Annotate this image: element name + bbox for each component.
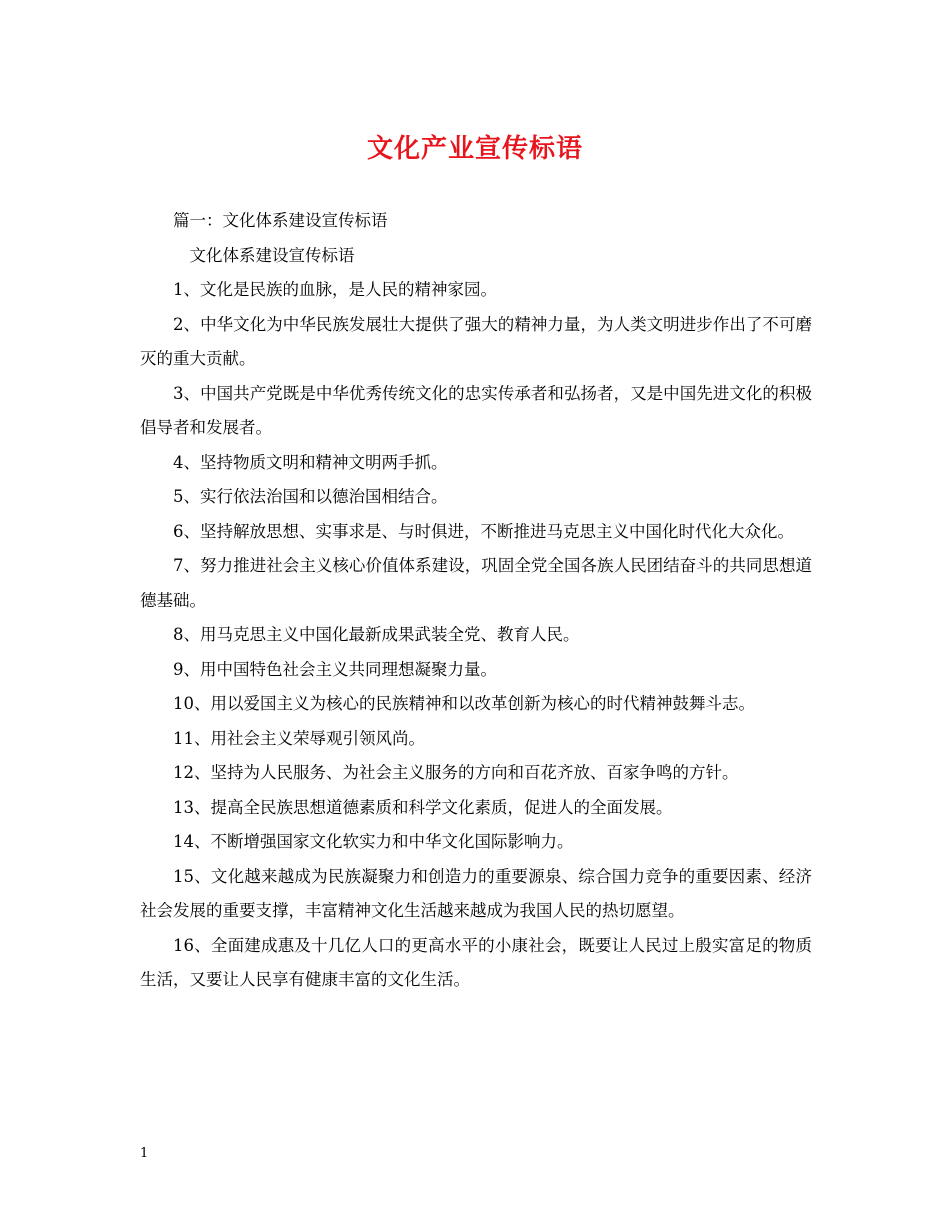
slogan-paragraph: 16、全面建成惠及十几亿人口的更高水平的小康社会，既要让人民过上殷实富足的物质生活，又要让人民享有健康丰富的文化生活。 <box>140 935 812 989</box>
document-title: 文化产业宣传标语 <box>366 134 583 164</box>
slogan-paragraph: 11、用社会主义荣辱观引领风尚。 <box>173 728 425 748</box>
slogan-paragraph: 8、用马克思主义中国化最新成果武装全党、教育人民。 <box>173 625 580 644</box>
slogan-paragraph: 4、坚持物质文明和精神文明两手抓。 <box>173 452 448 472</box>
page-number: 1 <box>140 1146 149 1161</box>
slogan-paragraph: 6、坚持解放思想、实事求是、与时俱进，不断推进马克思主义中国化时代化大众化。 <box>173 521 794 541</box>
slogan-paragraph: 2、中华文化为中华民族发展壮大提供了强大的精神力量，为人类文明进步作出了不可磨灭的重大贡献。 <box>140 314 812 368</box>
section-heading: 篇一：文化体系建设宣传标语 <box>173 211 388 230</box>
slogan-paragraph: 14、不断增强国家文化软实力和中华文化国际影响力。 <box>173 832 574 851</box>
slogan-paragraph: 12、坚持为人民服务、为社会主义服务的方向和百花齐放、百家争鸣的方针。 <box>173 763 739 782</box>
slogan-paragraph: 1、文化是民族的血脉，是人民的精神家园。 <box>173 280 497 299</box>
slogan-paragraph: 7、努力推进社会主义核心价值体系建设，巩固全党全国各族人民团结奋斗的共同思想道德基础。 <box>140 556 812 610</box>
slogan-paragraph: 3、中国共产党既是中华优秀传统文化的忠实传承者和弘扬者，又是中国先进文化的积极倡导者和发展者。 <box>140 383 812 437</box>
slogan-paragraph: 15、文化越来越成为民族凝聚力和创造力的重要源泉、综合国力竞争的重要因素、经济社会发展的重要支撑，丰富精神文化生活越来越成为我国人民的热切愿望。 <box>140 866 812 920</box>
slogan-paragraph: 9、用中国特色社会主义共同理想凝聚力量。 <box>173 659 497 679</box>
document-body <box>140 204 812 998</box>
slogan-paragraph: 13、提高全民族思想道德素质和科学文化素质，促进人的全面发展。 <box>173 797 673 817</box>
subheading: 文化体系建设宣传标语 <box>189 245 355 265</box>
slogan-paragraph: 5、实行依法治国和以德治国相结合。 <box>173 487 448 506</box>
slogan-paragraph: 10、用以爱国主义为核心的民族精神和以改革创新为核心的时代精神鼓舞斗志。 <box>173 694 755 713</box>
